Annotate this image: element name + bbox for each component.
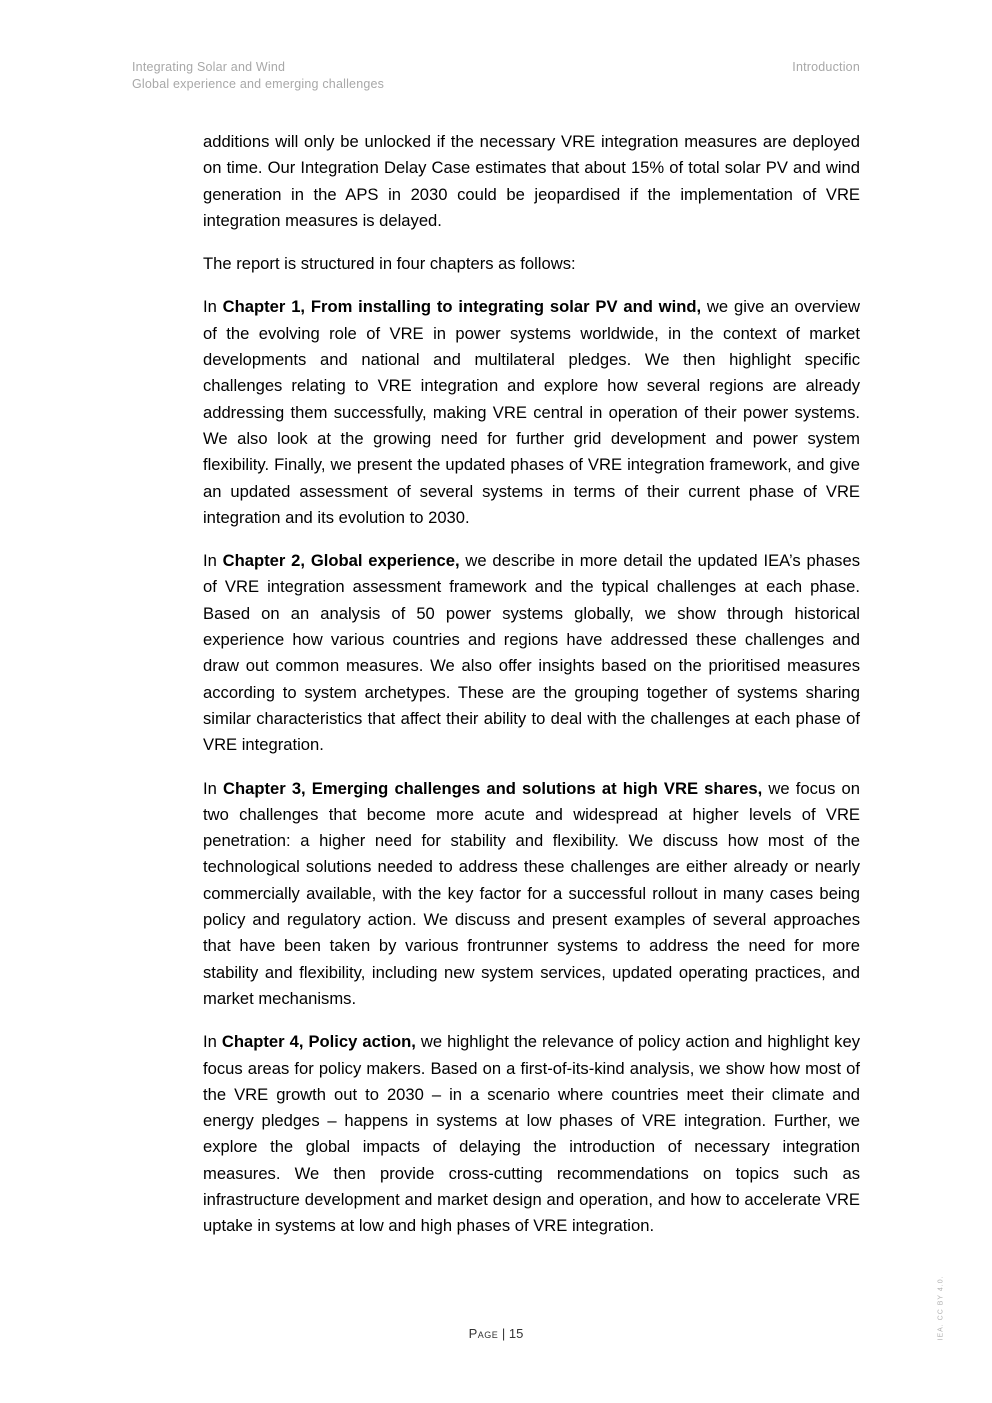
page-footer: [0, 1325, 992, 1343]
chapter-3-lead: In: [203, 778, 223, 798]
running-header-title: [132, 59, 384, 93]
license-text: IEA. CC BY 4.0.: [937, 1275, 945, 1341]
page-number: 15: [508, 1326, 524, 1341]
running-header-section: Introduction: [792, 60, 860, 74]
paragraph-chapter-3: [203, 776, 860, 1013]
chapter-3-title: Chapter 3, Emerging challenges and solutions at high VRE shares,: [222, 778, 763, 798]
paragraph-chapter-1: [203, 294, 860, 531]
chapter-1-title: Chapter 1, From installing to integrating solar PV and wind,: [222, 297, 702, 317]
main-body-text: [203, 129, 860, 1257]
page-label: Page: [468, 1326, 499, 1341]
paragraph-intro-continuation: additions will only be unlocked if the necessary VRE integration measures are deployed on time. Our Integration Delay Case estimates that about 15% of total solar PV and wind generation in the APS in 2030 could be jeopardised if the implementation of VRE integration measures is delayed.: [203, 132, 860, 230]
chapter-4-lead: In: [203, 1032, 222, 1052]
chapter-3-description: we focus on two challenges that become more acute and widespread at higher levels of VRE penetration: a higher need for stability and flexibility. We discuss how most of the technological solutions needed to address these challenges are either already or nearly commercially available, with the key factor for a successful rollout in many cases being policy and regulatory action. We discuss and present examples of several approaches that have been taken by various frontrunner systems to address the need for more stability and flexibility, including new system services, updated operating practices, and market mechanisms.: [203, 778, 861, 1008]
chapter-4-description: we highlight the relevance of policy action and highlight key focus areas for policy makers. Based on a first-of-its-kind analysis, we show how most of the VRE growth out to 2030 – in a scenario where countries meet their climate and energy pledges – happens in systems at low phases of VRE integration. Further, we explore the global impacts of delaying the introduction of necessary integration measures. We then provide cross-cutting recommendations on topics such as infrastructure development and market design and operation, and how to accelerate VRE uptake in systems at low and high phases of VRE integration.: [203, 1032, 860, 1236]
header-title-line-1: Integrating Solar and Wind: [132, 60, 286, 74]
header-title-line-2: Global experience and emerging challenges: [132, 77, 385, 91]
chapter-1-lead: In: [203, 297, 223, 317]
chapter-2-description: we describe in more detail the updated IEA’s phases of VRE integration assessment framework and the typical challenges at each phase. Based on an analysis of 50 power systems globally, we show through historical experience how various countries and regions have addressed these challenges and draw out common measures. We also offer insights based on the prioritised measures according to system archetypes. These are the grouping together of systems sharing similar characteristics that affect their ability to deal with the challenges at each phase of VRE integration.: [203, 551, 860, 755]
chapter-2-lead: In: [203, 551, 223, 571]
paragraph-chapter-4: [203, 1029, 860, 1239]
paragraph-report-structure: The report is structured in four chapters as follows:: [203, 254, 576, 274]
chapter-4-title: Chapter 4, Policy action,: [221, 1032, 416, 1052]
license-note: [936, 1275, 946, 1342]
page-separator: |: [498, 1326, 509, 1341]
chapter-2-title: Chapter 2, Global experience,: [222, 551, 460, 571]
paragraph-chapter-2: [203, 548, 860, 758]
chapter-1-description: we give an overview of the evolving role of VRE in power systems worldwide, in the context of market developments and national and multilateral pledges. We then highlight specific challenges relating to VRE integration and explore how several regions are already addressing them successfully, making VRE central in operation of their power systems. We also look at the growing need for further grid development and power system flexibility. Finally, we present the updated phases of VRE integration framework, and give an updated assessment of several systems in terms of their current phase of VRE integration and its evolution to 2030.: [203, 297, 861, 527]
